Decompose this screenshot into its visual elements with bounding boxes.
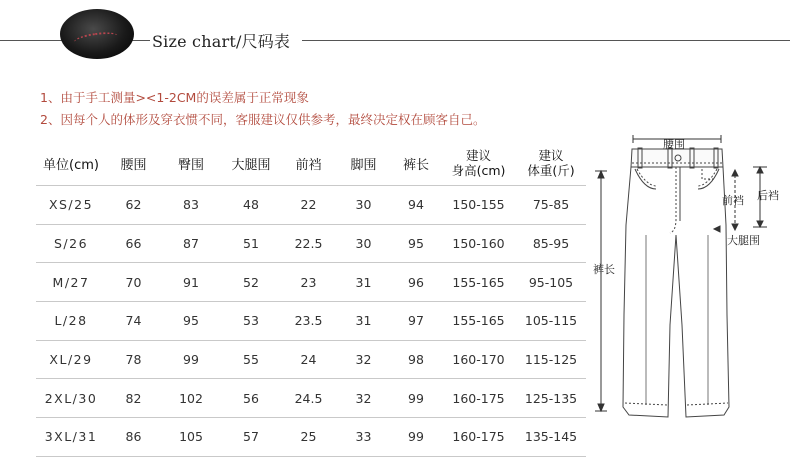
cell-front-rise: 24.5	[294, 390, 323, 406]
diagram-label-back-rise: 后裆	[757, 189, 779, 202]
cell-waist: 74	[125, 313, 142, 329]
cell-length: 99	[408, 390, 424, 406]
cell-hip: 95	[183, 313, 199, 329]
cell-waist: 66	[125, 236, 142, 252]
cell-weight: 125-135	[524, 390, 578, 406]
cell-length: 96	[408, 274, 424, 290]
cell-waist: 78	[125, 352, 142, 368]
cell-waist: 62	[125, 197, 142, 213]
cell-length: 97	[408, 313, 424, 329]
table-row	[36, 186, 586, 225]
header-weight-bottom: 体重(斤)	[527, 163, 575, 178]
cell-height: 160-175	[452, 390, 505, 406]
cell-weight: 105-115	[524, 313, 578, 329]
cell-hem: 32	[355, 390, 372, 406]
cell-size: M/27	[52, 274, 90, 290]
cell-thigh: 52	[243, 274, 259, 290]
table-row	[36, 225, 586, 264]
cell-size: XS/25	[48, 197, 94, 213]
cell-front-rise: 22.5	[294, 236, 323, 252]
header-weight	[516, 141, 586, 185]
brand-logo	[60, 9, 134, 59]
header-height	[441, 141, 516, 185]
header-hem: 脚围	[350, 157, 377, 173]
table-row	[36, 302, 586, 341]
cell-height: 155-165	[452, 313, 505, 329]
table-row	[36, 341, 586, 380]
cell-thigh: 55	[243, 352, 259, 368]
diagram-label-length: 裤长	[593, 263, 615, 276]
table-row	[36, 263, 586, 302]
cell-length: 94	[408, 197, 424, 213]
cell-height: 160-175	[452, 429, 505, 445]
cell-length: 99	[408, 429, 424, 445]
cell-front-rise: 25	[300, 429, 317, 445]
header-length: 裤长	[402, 157, 429, 173]
cell-size: L/28	[54, 313, 88, 329]
table-header-row	[36, 141, 586, 186]
cell-weight: 95-105	[528, 274, 574, 290]
cell-hip: 83	[183, 197, 199, 213]
cell-height: 150-155	[452, 197, 505, 213]
cell-size: 2XL/30	[44, 390, 98, 406]
cell-thigh: 48	[243, 197, 259, 213]
size-table	[36, 141, 586, 457]
cell-hem: 33	[355, 429, 372, 445]
cell-hip: 105	[179, 429, 203, 445]
diagram-label-front-rise: 前裆	[722, 194, 744, 207]
cell-front-rise: 22	[300, 197, 317, 213]
cell-hip: 102	[179, 390, 203, 406]
page-title: Size chart/尺码表	[152, 32, 291, 51]
note-advice-disclaimer: 2、因每个人的体形及穿衣惯不同，客服建议仅供参考，最终决定权在顾客自己。	[40, 112, 486, 127]
diagram-label-waist: 腰围	[663, 138, 685, 151]
cell-thigh: 53	[243, 313, 259, 329]
cell-front-rise: 24	[300, 352, 317, 368]
cell-hip: 91	[183, 274, 199, 290]
header-height-top: 建议	[465, 148, 491, 163]
header-thigh: 大腿围	[231, 157, 271, 173]
cell-hem: 32	[355, 352, 372, 368]
header-front-rise: 前裆	[295, 157, 322, 173]
cell-weight: 85-95	[532, 236, 570, 252]
cell-length: 95	[408, 236, 424, 252]
table-row	[36, 379, 586, 418]
cell-waist: 86	[125, 429, 142, 445]
cell-hip: 87	[183, 236, 199, 252]
cell-height: 155-165	[452, 274, 505, 290]
cell-waist: 82	[125, 390, 142, 406]
table-row	[36, 418, 586, 457]
pants-illustration	[590, 125, 790, 461]
header-hip: 臀围	[177, 157, 204, 173]
note-measurement-error: 1、由于手工测量><1-2CM的误差属于正常现象	[40, 90, 309, 105]
header-weight-top: 建议	[538, 148, 564, 163]
cell-weight: 135-145	[524, 429, 578, 445]
header-height-bottom: 身高(cm)	[451, 163, 506, 178]
cell-weight: 115-125	[524, 352, 578, 368]
diagram-label-thigh: 大腿围	[727, 234, 760, 247]
cell-size: XL/29	[49, 352, 93, 368]
cell-thigh: 56	[243, 390, 259, 406]
cell-thigh: 57	[243, 429, 259, 445]
cell-front-rise: 23	[300, 274, 317, 290]
cell-length: 98	[408, 352, 424, 368]
header-size: 单位(cm)	[43, 157, 99, 173]
header-rule-right	[302, 40, 790, 41]
cell-front-rise: 23.5	[294, 313, 323, 329]
cell-hem: 31	[355, 313, 372, 329]
cell-size: S/26	[53, 236, 89, 252]
cell-height: 160-170	[452, 352, 505, 368]
cell-size: 3XL/31	[44, 429, 98, 445]
cell-height: 150-160	[452, 236, 505, 252]
cell-waist: 70	[125, 274, 142, 290]
cell-weight: 75-85	[532, 197, 570, 213]
cell-hem: 30	[355, 197, 372, 213]
pants-measurement-diagram	[590, 125, 790, 461]
cell-hem: 30	[355, 236, 372, 252]
cell-hip: 99	[183, 352, 199, 368]
header-waist: 腰围	[120, 157, 147, 173]
cell-hem: 31	[355, 274, 372, 290]
cell-thigh: 51	[243, 236, 259, 252]
